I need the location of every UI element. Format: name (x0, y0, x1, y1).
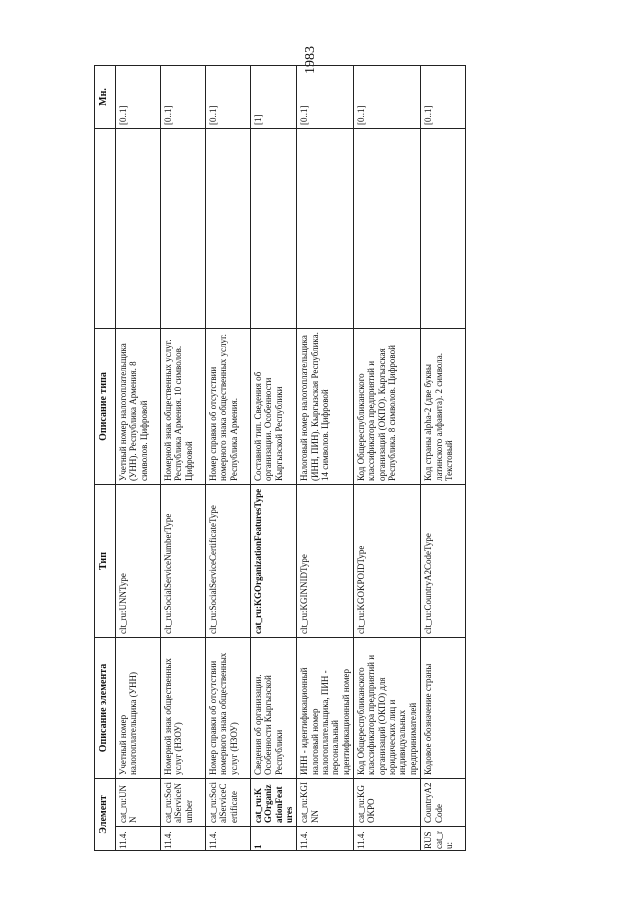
row-type-name: clt_ru:UNNType (116, 485, 161, 638)
row-index: 11.4. (297, 827, 354, 851)
row-type-name: clt_ru:KGINNIDType (297, 485, 354, 638)
row-type-name: cat_ru:KGOrganizationFeaturesType (251, 485, 297, 638)
row-element-desc (421, 129, 466, 329)
table-rotation-frame (94, 66, 594, 851)
row-type-name: clt_ru:SocialServiceCertificateType (206, 485, 251, 638)
row-type-desc: Номерной знак общественных услуг. Республика Армения. 10 символов. Цифровой (161, 329, 206, 485)
row-type: Номер справки об отсутствии номерного знака общественных услуг (НЗОУ) (206, 638, 251, 779)
row-element-desc (297, 129, 354, 329)
row-mult: [0..1] (354, 66, 421, 129)
header-mult: Мн. (95, 66, 116, 129)
schema-table (94, 65, 466, 851)
row-index: RUScat_ru: (421, 827, 466, 851)
header-mult-spacer (95, 129, 116, 329)
row-type-name: clt_ru:CountryA2CodeType (421, 485, 466, 638)
table-row (421, 66, 466, 851)
table-row (206, 66, 251, 851)
row-type: Номерной знак общественных услуг (НЗОУ) (161, 638, 206, 779)
table-body (116, 66, 466, 851)
header-element-desc: Описание элемента (95, 638, 116, 779)
row-element: cat_ru:SocialServiceNumber (161, 779, 206, 827)
row-index: 11.4. (116, 827, 161, 851)
row-type: Учетный номер налогоплательщика (УНН) (116, 638, 161, 779)
row-index: 11.4. (206, 827, 251, 851)
row-type: Сведения об организации. Особенности Кыргызской Республики (251, 638, 297, 779)
row-type: Код Общереспубликанского классификатора предприятий и организаций (ОКПО) для юридических лиц и индивидуальных предпринимателей (354, 638, 421, 779)
row-type-name: clt_ru:SocialServiceNumberType (161, 485, 206, 638)
table-row (297, 66, 354, 851)
row-type-desc: Учетный номер налогоплательщика (УНН). Республика Армения. 8 символов. Цифровой (116, 329, 161, 485)
row-element: cat_ru:UNN (116, 779, 161, 827)
row-mult: [0..1] (421, 66, 466, 129)
row-mult: [0..1] (116, 66, 161, 129)
row-type: ИНН - идентификационный налоговый номер налогоплательщика, ПИН - персональный идентификационный номер (297, 638, 354, 779)
header-type: Тип (95, 485, 116, 638)
table-header-row (95, 66, 116, 851)
rotated-table-container (94, 66, 594, 851)
header-type-desc: Описание типа (95, 329, 116, 485)
row-type-desc: Код Общереспубликанского классификатора предприятий и организаций (ОКПО). Кыргызская Республика. 8 символов. Цифровой (354, 329, 421, 485)
row-element: CountryA2Code (421, 779, 466, 827)
row-type-desc: Налоговый номер налогоплательщика (ИНН, ПИН). Кыргызская Республика. 14 символов. Цифровой (297, 329, 354, 485)
row-index: 1 (251, 827, 297, 851)
row-mult: [0..1] (297, 66, 354, 129)
row-element-desc (354, 129, 421, 329)
row-type-desc: Составной тип. Сведения об организации. Особенности Кыргызской Республики (251, 329, 297, 485)
row-type-name: clt_ru:KGOKPOIDType (354, 485, 421, 638)
row-index: 11.4. (161, 827, 206, 851)
table-row (116, 66, 161, 851)
table-row (251, 66, 297, 851)
row-element-desc (206, 129, 251, 329)
row-element-desc (116, 129, 161, 329)
row-element: cat_ru:SocialServiceCertificate (206, 779, 251, 827)
row-element: cat_ru:KGOrganizationFeatures (251, 779, 297, 827)
row-element-desc (251, 129, 297, 329)
row-index: 11.4. (354, 827, 421, 851)
row-element-desc (161, 129, 206, 329)
row-mult: [0..1] (206, 66, 251, 129)
row-type-desc: Код страны alpha-2 (две буквы латинского алфавита). 2 символа. Текстовый (421, 329, 466, 485)
row-type: Кодовое обозначение страны (421, 638, 466, 779)
row-mult: [1] (251, 66, 297, 129)
row-element: cat_ru:KGOKPO (354, 779, 421, 827)
table-row (354, 66, 421, 851)
row-mult: [0..1] (161, 66, 206, 129)
page-number-text: 1983 (303, 46, 318, 74)
header-element: Элемент (95, 779, 116, 851)
table-row (161, 66, 206, 851)
row-type-desc: Номер справки об отсутствии номерного знака общественных услуг. Республика Армения. (206, 329, 251, 485)
row-element: cat_ru:KGINN (297, 779, 354, 827)
